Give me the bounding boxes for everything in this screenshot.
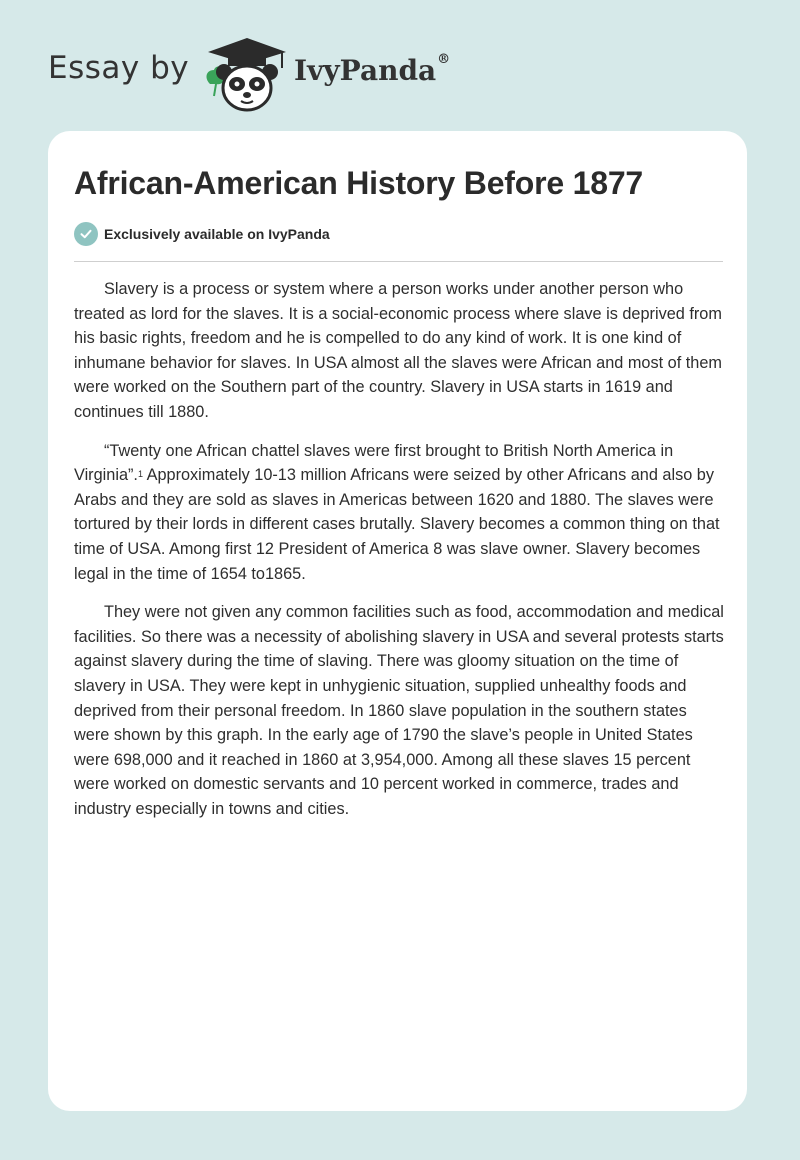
paragraph: Slavery is a process or system where a person works under another person who treated as lord for the slaves. It is a social-economic process where slave is deprived from his basic rights, freedom and he is compelled to do any kind of work. It is one kind of inhumane behavior for slaves. In USA almost all the slaves were African and most of them were worked on the Southern part of the country. Slavery in USA starts in 1619 and continues till 1880.	[74, 280, 722, 421]
footnote-marker[interactable]: 1	[137, 469, 143, 480]
essay-title: African-American History Before 1877	[74, 165, 644, 201]
essay-card	[48, 131, 747, 1111]
panda-logo-icon[interactable]	[202, 34, 292, 114]
essay-body	[74, 277, 726, 835]
paragraph: “Twenty one African chattel slaves were first brought to British North America in Virginia”.$^1$ Approximately 10-13 million Africans were seized by other Africans and also by Arabs and they are sold as slaves in Americas between 1620 and 1880. The slaves were tortured by their lords in different cases brutally. Slavery becomes a common thing on that time of USA. Among first 12 President of America 8 was slave owner. Slavery becomes legal in the time of 1654 to1865.	[74, 441, 720, 583]
site-header	[48, 34, 548, 114]
essay-by-label: Essay by	[48, 50, 190, 86]
checkmark-icon	[74, 222, 98, 246]
paragraph: They were not given any common facilities such as food, accommodation and medical facilities. So there was a necessity of abolishing slavery in USA and several protests starts against slavery during the time of slaving. There was gloomy situation on the time of slavery in USA. They were kept in unhygienic situation, supplied unhealthy foods and deprived from their personal freedom. In 1860 slave population in the southern states were shown by this graph. In the early age of 1790 the slave’s people in United States were 698,000 and it reached in 1860 at 3,954,000. Among all these slaves 15 percent were worked on domestic servants and 10 percent worked in commerce, trades and industry especially in towns and cities.	[74, 603, 724, 818]
brand-name[interactable]: IvyPanda®	[294, 52, 451, 87]
divider	[74, 261, 723, 262]
exclusive-badge	[74, 222, 330, 246]
exclusive-label: Exclusively available on IvyPanda	[104, 226, 330, 242]
